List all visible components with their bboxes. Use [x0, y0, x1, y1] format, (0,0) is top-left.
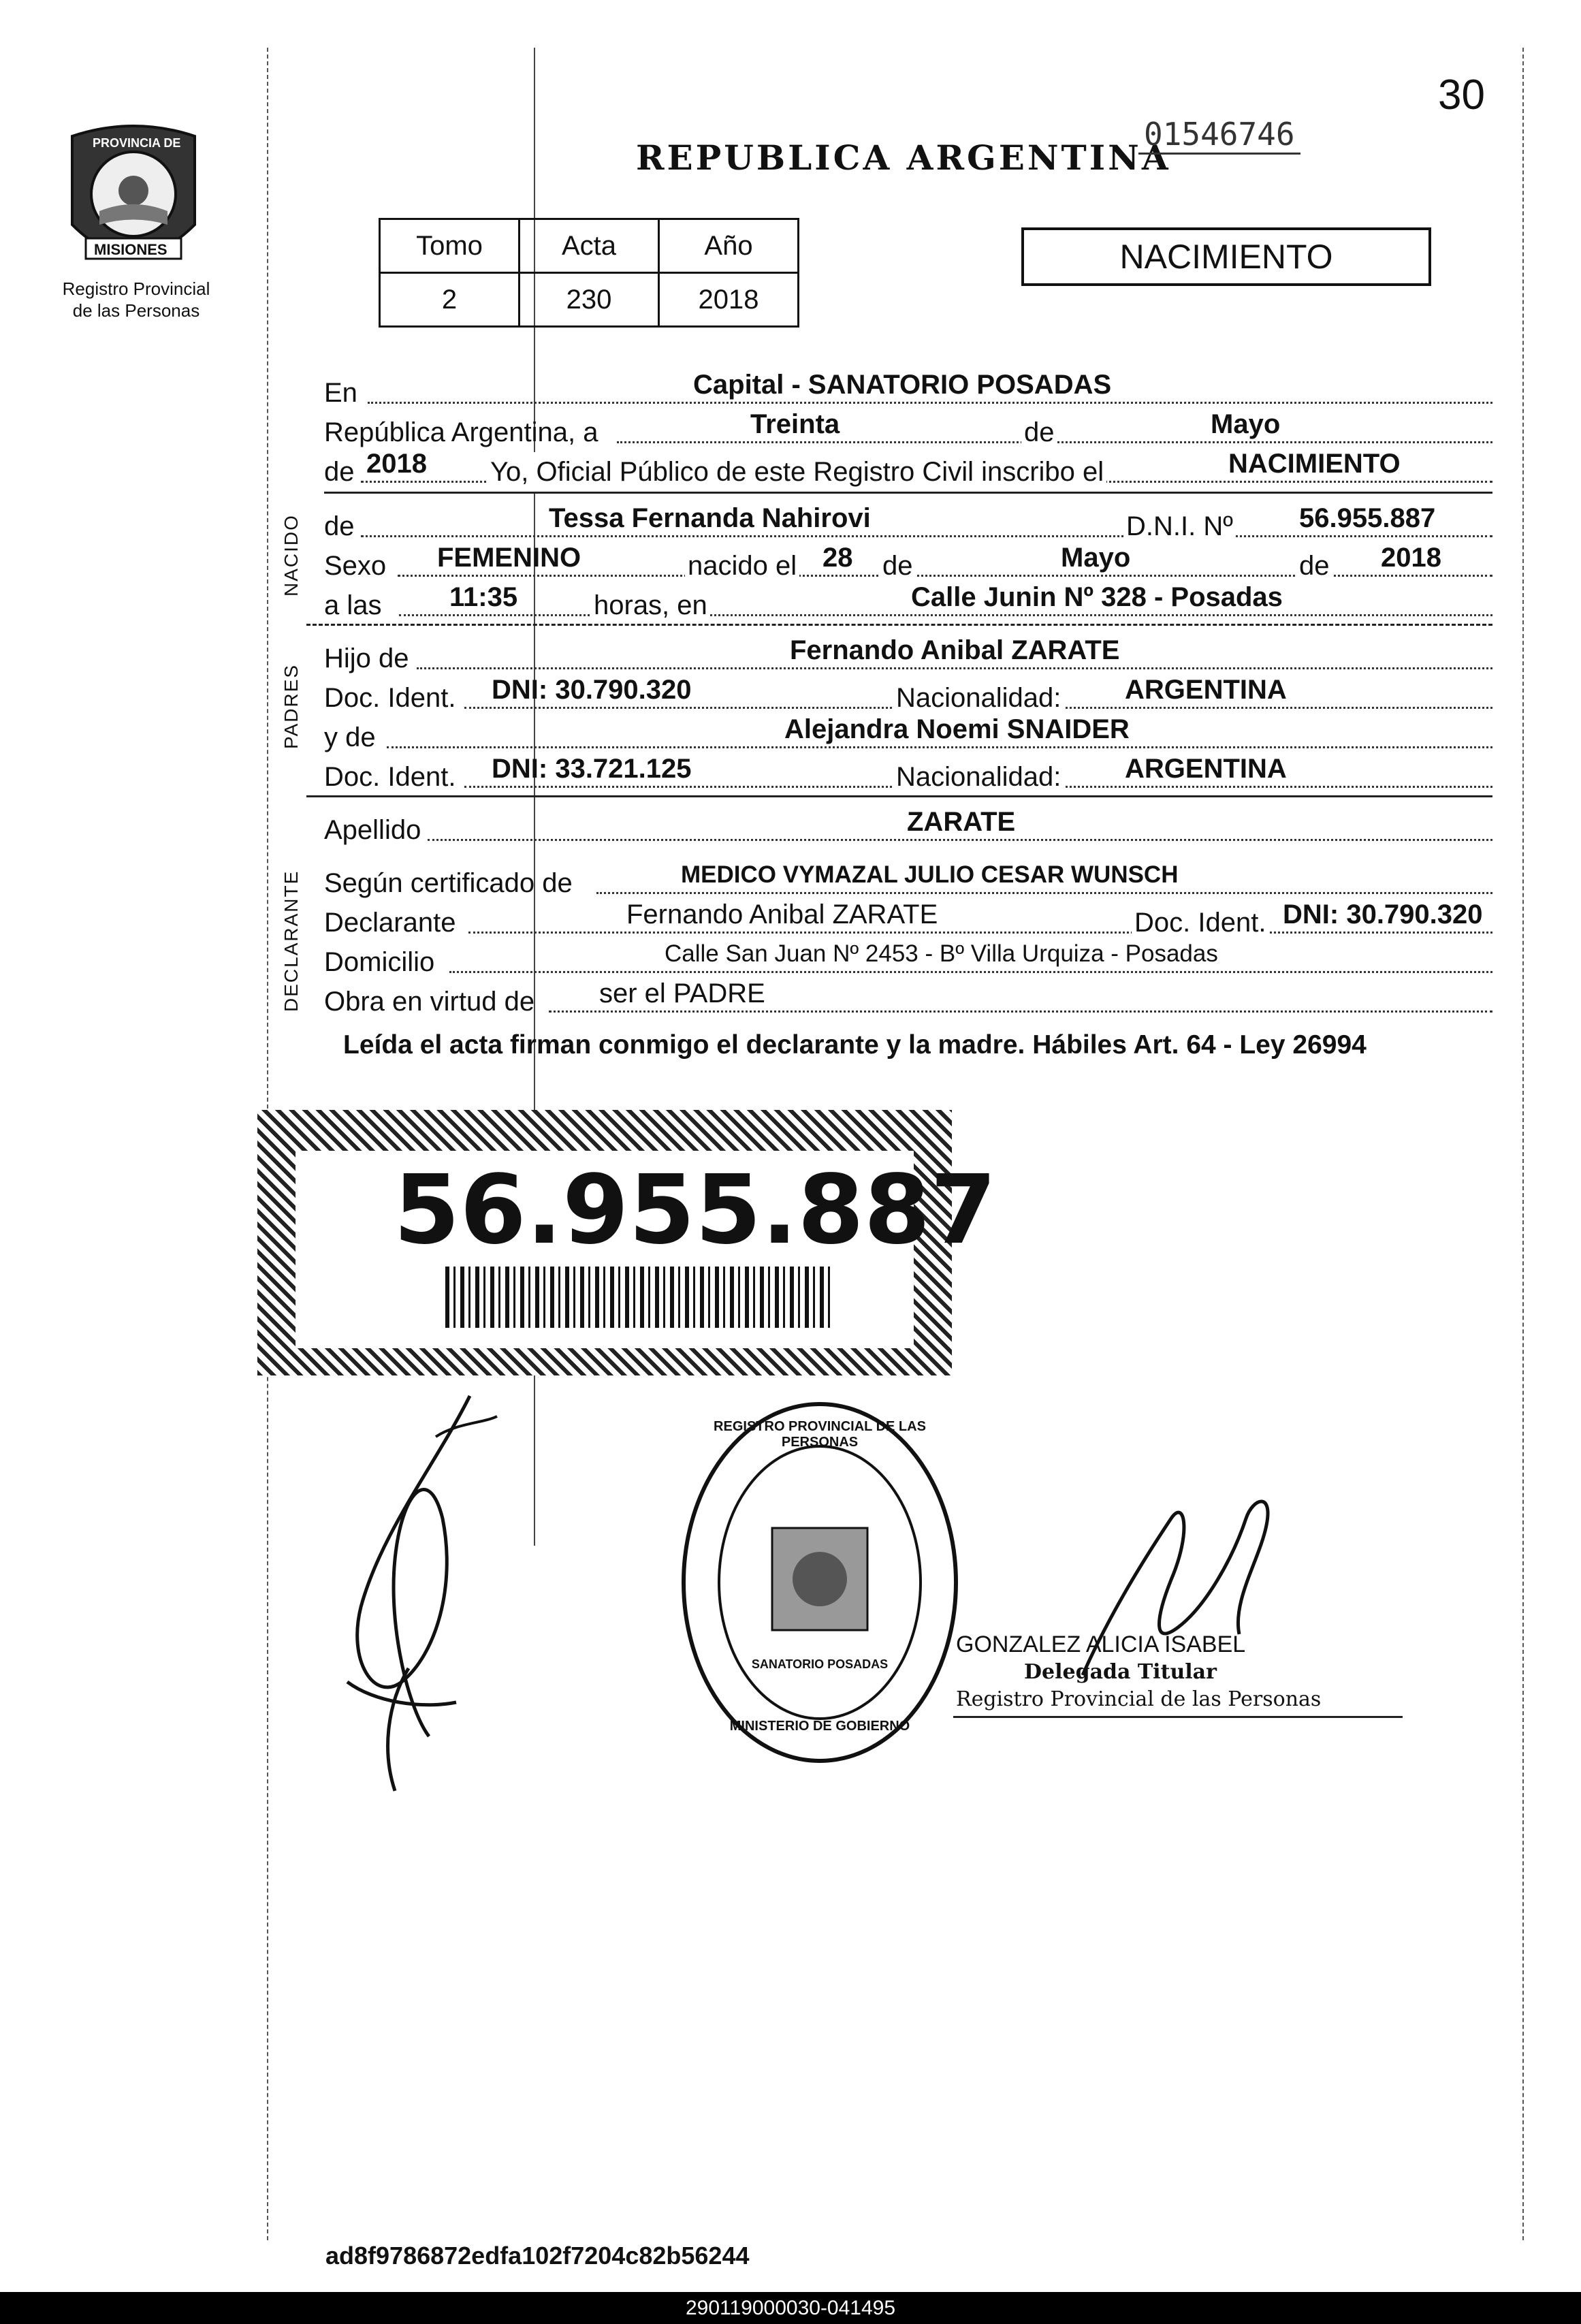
apellido-label: Apellido [324, 815, 421, 845]
doc2-label: Doc. Ident. [324, 762, 456, 792]
seal-icon [677, 1399, 963, 1766]
birth-year: 2018 [1381, 543, 1441, 573]
right-margin-line [1522, 48, 1524, 2240]
nac2-label: Nacionalidad: [893, 757, 1064, 797]
cert-label: Según certificado de [324, 868, 573, 898]
en-value: Capital - SANATORIO POSADAS [693, 370, 1112, 400]
nacido-section-label: NACIDO [281, 514, 302, 596]
year-label: de [324, 457, 355, 487]
nacido-el-label: nacido el [685, 546, 799, 586]
declarante-section-label: DECLARANTE [281, 870, 302, 1012]
barcode-icon [445, 1267, 833, 1328]
table-cell: 2018 [659, 273, 799, 327]
logo-top-text: PROVINCIA DE [93, 136, 181, 150]
row-en [324, 370, 1492, 413]
footer-code: 290119000030-041495 [0, 2292, 1581, 2324]
father-doc: DNI: 30.790.320 [492, 675, 692, 705]
dom-value: Calle San Juan Nº 2453 - Bº Villa Urquiza - Posadas [665, 940, 1218, 967]
decl-doc-label: Doc. Ident. [1132, 903, 1268, 942]
registry-name-line1: Registro Provincial [62, 278, 210, 299]
month-value: Mayo [1211, 409, 1281, 439]
officer-office: Registro Provincial de las Personas [956, 1687, 1322, 1711]
obra-label: Obra en virtud de [324, 987, 535, 1017]
de-label: de [1021, 413, 1057, 452]
de3-label: de [880, 546, 916, 586]
obra-value: ser el PADRE [599, 978, 765, 1008]
table-cell: Año [659, 219, 799, 273]
decl-label: Declarante [324, 908, 456, 938]
officer-name: GONZALEZ ALICIA ISABEL [956, 1631, 1246, 1657]
row-yo [324, 449, 1492, 492]
father-value: Fernando Anibal ZARATE [790, 635, 1120, 665]
republica-label: República Argentina, a [324, 417, 598, 447]
mother-value: Alejandra Noemi SNAIDER [784, 714, 1130, 744]
row-domicilio [324, 942, 1492, 982]
place-value: Calle Junin Nº 328 - Posadas [911, 582, 1283, 612]
birth-day: 28 [823, 543, 853, 573]
registry-name [27, 278, 245, 321]
dni-stamp [257, 1110, 997, 1375]
de4-label: de [1296, 546, 1332, 586]
seal-inner-text: SANATORIO POSADAS [751, 1657, 889, 1671]
row-obra [324, 978, 1492, 1021]
table-cell: 230 [520, 273, 659, 327]
nac-label: Nacionalidad: [893, 678, 1064, 718]
sexo-value: FEMENINO [437, 543, 581, 573]
mother-nat: ARGENTINA [1125, 754, 1287, 784]
birth-month: Mayo [1061, 543, 1131, 573]
serial-number: 01546746 [1138, 116, 1300, 155]
record-type-box: NACIMIENTO [1021, 227, 1431, 286]
dni-label: D.N.I. Nº [1123, 507, 1236, 546]
dni-stamp-inner [296, 1151, 997, 1348]
official-seal [677, 1399, 963, 1766]
year-value: 2018 [366, 449, 427, 479]
inscribe-value: NACIMIENTO [1228, 449, 1401, 479]
yde-label: y de [324, 722, 376, 752]
doc-label: Doc. Ident. [324, 683, 456, 713]
mother-doc: DNI: 33.721.125 [492, 754, 692, 784]
registry-name-line2: de las Personas [72, 300, 200, 321]
horas-label: horas, en [591, 586, 710, 625]
declarant-signature-icon [320, 1382, 511, 1804]
decl-value: Fernando Anibal ZARATE [626, 900, 938, 929]
table-cell: Acta [520, 219, 659, 273]
province-logo [59, 123, 208, 279]
hijo-label: Hijo de [324, 643, 409, 673]
record-table-values [380, 273, 799, 327]
father-nat: ARGENTINA [1125, 675, 1287, 705]
signature-line [953, 1716, 1403, 1718]
de2-label: de [324, 511, 355, 541]
page-number: 30 [1438, 71, 1485, 118]
yo-label: Yo, Oficial Público de este Registro Civil inscribo el [488, 452, 1106, 492]
record-table [379, 218, 799, 328]
alas-label: a las [324, 590, 382, 620]
day-value: Treinta [750, 409, 840, 439]
seal-outer-text: REGISTRO PROVINCIAL DE LAS PERSONAS [714, 1419, 926, 1450]
dni-value: 56.955.887 [1299, 503, 1436, 533]
table-cell: Tomo [380, 219, 520, 273]
section-divider [324, 492, 1492, 494]
document-hash: ad8f9786872edfa102f7204c82b56244 [325, 2242, 750, 2270]
en-label: En [324, 378, 357, 408]
stamp-number: 56.955.887 [394, 1155, 997, 1266]
document-title: REPUBLICA ARGENTINA [636, 138, 1171, 178]
section-divider [306, 795, 1492, 797]
name-value: Tessa Fernanda Nahirovi [549, 503, 871, 533]
padres-section-label: PADRES [281, 663, 302, 749]
logo-bottom-text: MISIONES [94, 241, 167, 258]
cert-value: MEDICO VYMAZAL JULIO CESAR WUNSCH [681, 861, 1179, 888]
row-apellido [324, 807, 1492, 850]
apellido-value: ZARATE [907, 807, 1016, 837]
sexo-label: Sexo [324, 551, 387, 581]
section-divider [306, 624, 1492, 626]
closing-text: Leída el acta firman conmigo el declarante y la madre. Hábiles Art. 64 - Ley 26994 [343, 1030, 1367, 1060]
decl-doc-value: DNI: 30.790.320 [1283, 900, 1483, 929]
table-cell: 2 [380, 273, 520, 327]
record-table-header [380, 219, 799, 273]
dom-label: Domicilio [324, 947, 435, 977]
time-value: 11:35 [449, 582, 518, 612]
seal-bottom-text: MINISTERIO DE GOBIERNO [729, 1719, 910, 1734]
officer-role: Delegada Titular [1024, 1660, 1217, 1684]
row-mother-doc [324, 754, 1492, 797]
row-time [324, 582, 1492, 625]
